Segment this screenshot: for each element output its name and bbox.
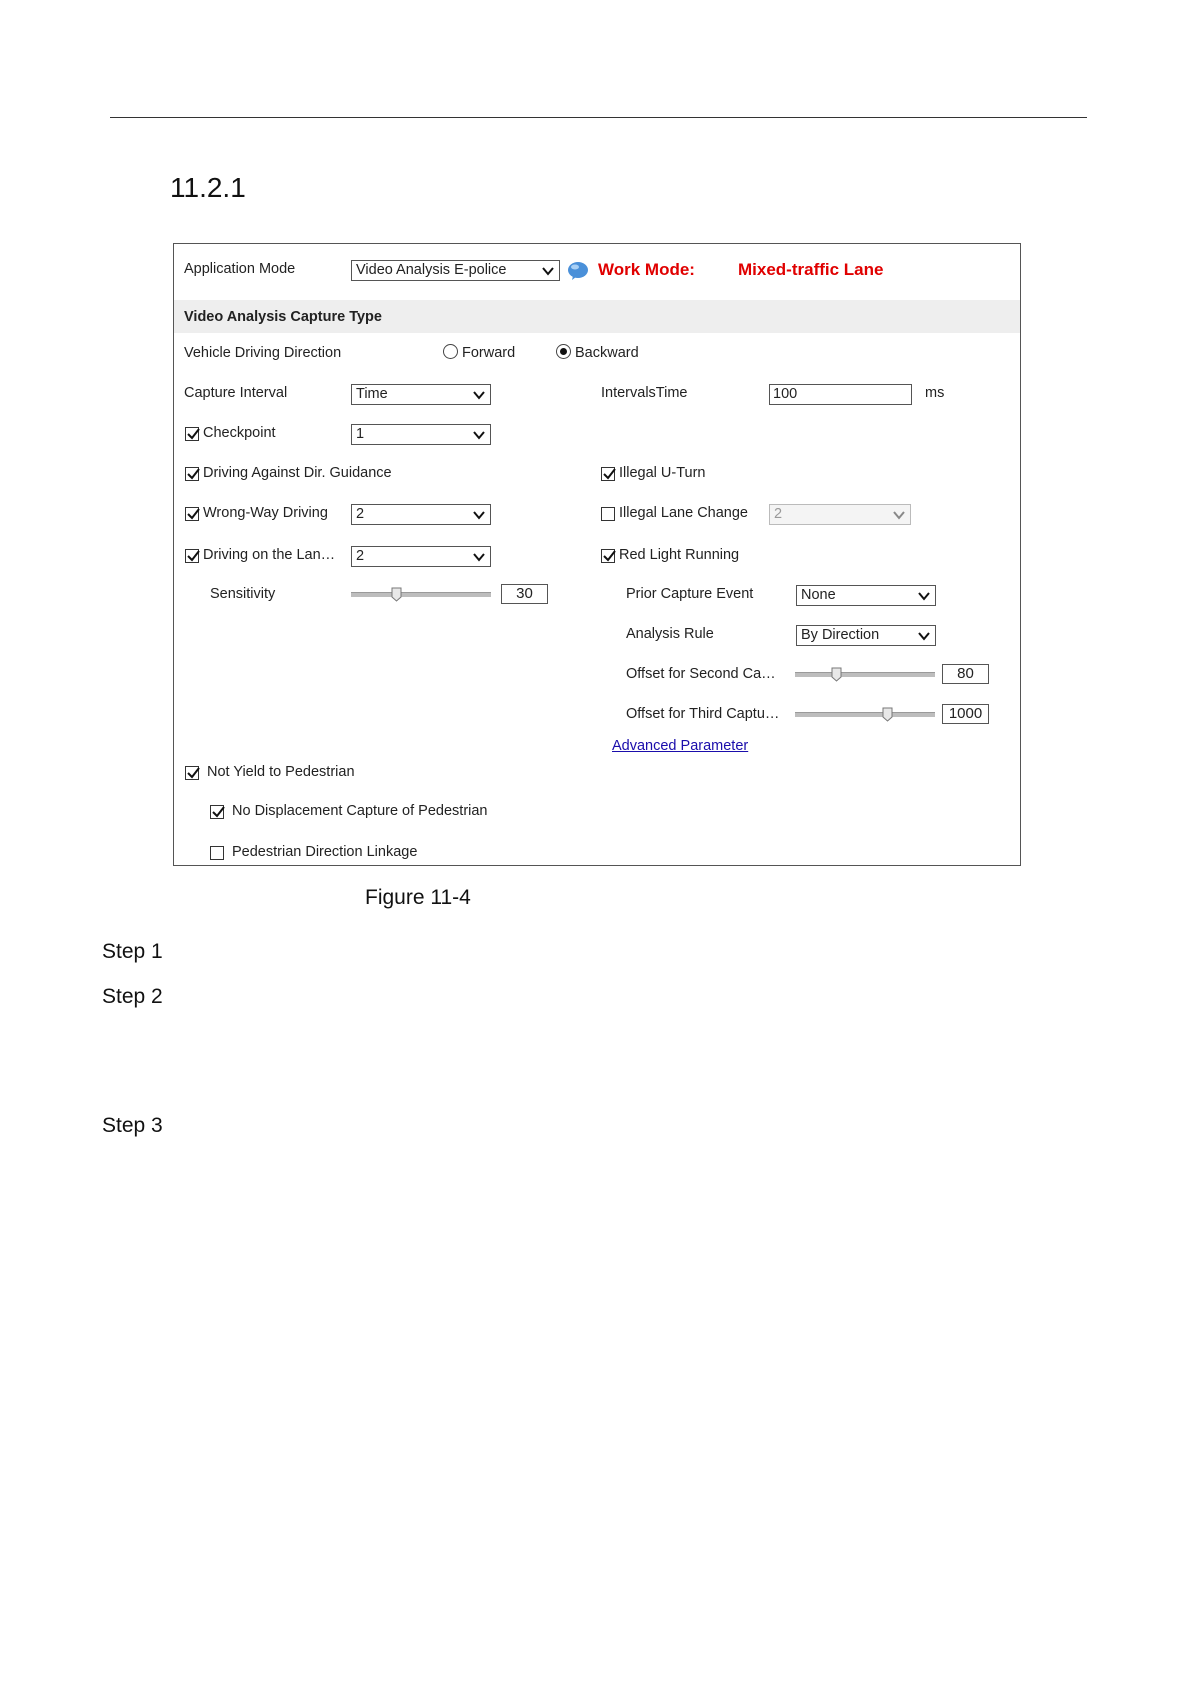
chevron-down-icon: [917, 629, 931, 643]
offset-third-value[interactable]: 1000: [942, 704, 989, 724]
chevron-down-icon: [892, 508, 906, 522]
chevron-down-icon: [472, 508, 486, 522]
checkmark-icon: [602, 548, 618, 564]
capture-type-header-bar: [174, 300, 1020, 333]
capture-type-header: Video Analysis Capture Type: [184, 309, 382, 325]
intervals-time-unit: ms: [925, 385, 945, 401]
chevron-down-icon: [472, 550, 486, 564]
offset-third-label: Offset for Third Captu…: [626, 706, 780, 722]
capture-interval-select[interactable]: [351, 384, 491, 405]
illegal-lane-change-label: Illegal Lane Change: [619, 505, 748, 521]
against-guidance-checkbox[interactable]: [185, 467, 199, 481]
sensitivity-value[interactable]: 30: [501, 584, 548, 604]
capture-interval-label: Capture Interval: [184, 385, 288, 401]
intervals-time-label: IntervalsTime: [601, 385, 688, 401]
offset-second-slider[interactable]: [795, 667, 935, 681]
chevron-down-icon: [472, 388, 486, 402]
prior-capture-select[interactable]: [796, 585, 936, 606]
header-rule: [110, 117, 1087, 118]
illegal-lane-change-select: [769, 504, 911, 525]
wrong-way-checkbox[interactable]: [185, 507, 199, 521]
backward-radio[interactable]: [556, 344, 571, 359]
ped-direction-checkbox[interactable]: [210, 846, 224, 860]
illegal-uturn-checkbox[interactable]: [601, 467, 615, 481]
analysis-rule-label: Analysis Rule: [626, 626, 714, 642]
figure-caption: Figure 11-4: [365, 886, 471, 909]
slider-track: [795, 712, 935, 717]
chevron-down-icon: [541, 264, 555, 278]
analysis-rule-select[interactable]: [796, 625, 936, 646]
wrong-way-value: 2: [356, 506, 365, 522]
against-guidance-label: Driving Against Dir. Guidance: [203, 465, 392, 481]
app-mode-select[interactable]: [351, 260, 560, 281]
prior-capture-label: Prior Capture Event: [626, 586, 754, 602]
slider-thumb[interactable]: [391, 587, 402, 602]
work-mode-label: Work Mode:: [598, 260, 695, 279]
checkmark-icon: [186, 466, 202, 482]
app-mode-label: Application Mode: [184, 261, 296, 277]
driving-on-lane-checkbox[interactable]: [185, 549, 199, 563]
chevron-down-icon: [472, 428, 486, 442]
driving-on-lane-select[interactable]: [351, 546, 491, 567]
not-yield-label: Not Yield to Pedestrian: [207, 764, 355, 780]
analysis-rule-value: By Direction: [801, 627, 880, 643]
chevron-down-icon: [917, 589, 931, 603]
checkmark-icon: [186, 506, 202, 522]
checkmark-icon: [186, 548, 202, 564]
sensitivity-label: Sensitivity: [210, 586, 276, 602]
wrong-way-select[interactable]: [351, 504, 491, 525]
sensitivity-slider[interactable]: [351, 587, 491, 601]
no-displacement-label: No Displacement Capture of Pedestrian: [232, 803, 488, 819]
slider-track: [795, 672, 935, 677]
illegal-lane-change-value: 2: [774, 506, 783, 522]
driving-on-lane-label: Driving on the Lan…: [203, 547, 336, 563]
step-label: Step 3: [102, 1114, 163, 1137]
no-displacement-checkbox[interactable]: [210, 805, 224, 819]
intervals-time-value: 100: [773, 386, 798, 402]
forward-radio[interactable]: [443, 344, 458, 359]
not-yield-checkbox[interactable]: [185, 766, 199, 780]
checkpoint-select[interactable]: [351, 424, 491, 445]
direction-label: Vehicle Driving Direction: [184, 345, 342, 361]
checkmark-icon: [186, 426, 202, 442]
red-light-checkbox[interactable]: [601, 549, 615, 563]
backward-label: Backward: [575, 345, 639, 361]
prior-capture-value: None: [801, 587, 836, 603]
step-label: Step 1: [102, 940, 163, 963]
checkpoint-label: Checkpoint: [203, 425, 276, 441]
step-label: Step 2: [102, 985, 163, 1008]
work-mode-value: Mixed-traffic Lane: [738, 260, 884, 279]
forward-label: Forward: [462, 345, 516, 361]
slider-thumb[interactable]: [831, 667, 842, 682]
intervals-time-input[interactable]: [769, 384, 912, 405]
red-light-label: Red Light Running: [619, 547, 740, 563]
illegal-uturn-label: Illegal U-Turn: [619, 465, 706, 481]
ped-direction-label: Pedestrian Direction Linkage: [232, 844, 418, 860]
radio-selected-dot: [560, 348, 567, 355]
offset-third-slider[interactable]: [795, 707, 935, 721]
offset-second-label: Offset for Second Ca…: [626, 666, 776, 682]
offset-second-value[interactable]: 80: [942, 664, 989, 684]
settings-panel: [173, 243, 1021, 866]
slider-thumb[interactable]: [882, 707, 893, 722]
illegal-lane-change-checkbox[interactable]: [601, 507, 615, 521]
advanced-parameter-link[interactable]: Advanced Parameter: [612, 738, 749, 754]
section-number: 11.2.1: [170, 172, 246, 203]
checkpoint-value: 1: [356, 426, 365, 442]
info-icon[interactable]: [567, 261, 589, 281]
driving-on-lane-value: 2: [356, 548, 365, 564]
capture-interval-value: Time: [356, 386, 388, 402]
checkmark-icon: [602, 466, 618, 482]
app-mode-value: Video Analysis E-police: [356, 262, 507, 278]
checkmark-icon: [211, 804, 227, 820]
checkmark-icon: [186, 765, 202, 781]
slider-track: [351, 592, 491, 597]
wrong-way-label: Wrong-Way Driving: [203, 505, 328, 521]
checkpoint-checkbox[interactable]: [185, 427, 199, 441]
